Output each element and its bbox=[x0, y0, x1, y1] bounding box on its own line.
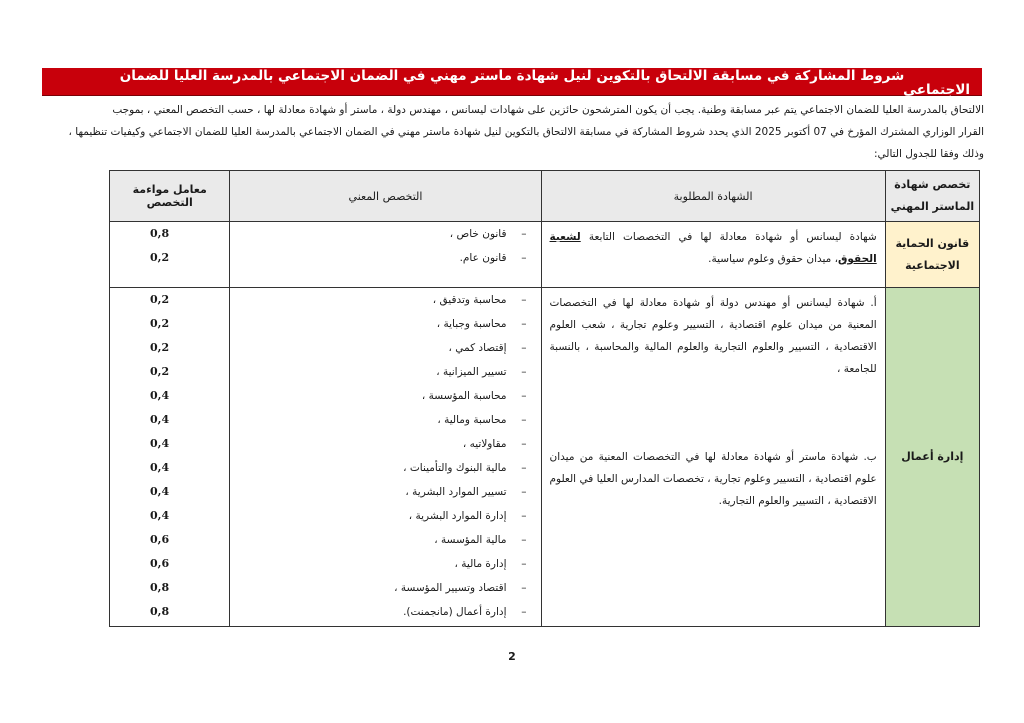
header-field: التخصص المعني bbox=[230, 171, 541, 222]
dash-bullet: – bbox=[521, 414, 527, 426]
certificate-underlined-text: لشعبة الحقوق bbox=[549, 231, 877, 265]
field-item bbox=[230, 224, 540, 248]
dash-bullet: – bbox=[521, 486, 527, 498]
document-title-line-2: الاجتماعي bbox=[903, 82, 970, 98]
intro-line: الالتحاق بالمدرسة العليا للضمان الاجتماعي يتم عبر مسابقة وطنية. يجب أن يكون المترشحون حائزين على شهادات ليسانس ، مهندس دولة ، ماستر أو شهادة معادلة لها ، حسب التخصص المعني ، بموجب bbox=[112, 104, 984, 116]
document-title-banner bbox=[42, 68, 982, 96]
field-name: إدارة أعمال (مانجمنت). bbox=[403, 606, 507, 618]
field-item bbox=[230, 248, 540, 272]
field-name: مالية البنوك والتأمينات ، bbox=[403, 462, 507, 474]
dash-bullet: – bbox=[521, 534, 527, 546]
table-header-row bbox=[110, 171, 980, 222]
certificate-option-b: ب. شهادة ماستر أو شهادة معادلة لها في التخصصات المعنية من ميدان علوم اقتصادية ، التسيير وعلوم تجارية ، تخصصات المدارس العليا في العلوم الاقتصادية ، التسيير والعلوم التجارية. bbox=[549, 451, 877, 507]
coefficient-value: 0,8 bbox=[150, 227, 170, 240]
field-name: إدارة الموارد البشرية ، bbox=[408, 510, 507, 522]
field-name: تسيير الميزانية ، bbox=[436, 366, 507, 378]
certificate-text: ، ميدان حقوق وعلوم سياسية. bbox=[708, 253, 839, 265]
coefficient-value: 0,2 bbox=[150, 365, 170, 378]
dash-bullet: – bbox=[521, 606, 527, 618]
table-row bbox=[110, 288, 980, 627]
field-name: محاسبة وتدقيق ، bbox=[432, 294, 507, 306]
coefficient-value: 0,2 bbox=[150, 341, 170, 354]
dash-bullet: – bbox=[521, 582, 527, 594]
coefficient-value: 0,4 bbox=[150, 485, 170, 498]
coefficient-value: 0,4 bbox=[150, 461, 170, 474]
field-item bbox=[230, 434, 540, 458]
field-item bbox=[230, 530, 540, 554]
field-item bbox=[230, 338, 540, 362]
coefficient-value: 0,4 bbox=[150, 509, 170, 522]
field-item bbox=[230, 506, 540, 530]
dash-bullet: – bbox=[521, 228, 527, 240]
field-item bbox=[230, 314, 540, 338]
header-certificate: الشهادة المطلوبة bbox=[541, 171, 885, 222]
field-name: تسيير الموارد البشرية ، bbox=[405, 486, 507, 498]
dash-bullet: – bbox=[521, 294, 527, 306]
certificate-cell bbox=[541, 222, 885, 288]
dash-bullet: – bbox=[521, 438, 527, 450]
dash-bullet: – bbox=[521, 366, 527, 378]
field-name: مالية المؤسسة ، bbox=[434, 534, 507, 546]
coefficient-value: 0,2 bbox=[150, 317, 170, 330]
field-name: قانون خاص ، bbox=[449, 228, 507, 240]
field-item bbox=[230, 482, 540, 506]
certificate-text: شهادة ليسانس أو شهادة معادلة لها في التخصصات التابعة bbox=[580, 231, 877, 243]
dash-bullet: – bbox=[521, 390, 527, 402]
coefficient-cell bbox=[110, 288, 230, 627]
page-number: 2 bbox=[508, 650, 516, 663]
dash-bullet: – bbox=[521, 510, 527, 522]
field-name: قانون عام. bbox=[459, 252, 507, 264]
coefficient-value: 0,4 bbox=[150, 413, 170, 426]
coefficient-value: 0,4 bbox=[150, 437, 170, 450]
field-name: محاسبة ومالية ، bbox=[437, 414, 507, 426]
header-coefficient: معامل مواءمة التخصص bbox=[110, 171, 230, 222]
table-row bbox=[110, 222, 980, 288]
field-cell bbox=[230, 288, 541, 627]
field-item bbox=[230, 554, 540, 578]
dash-bullet: – bbox=[521, 558, 527, 570]
field-cell bbox=[230, 222, 541, 288]
intro-line: وذلك وفقا للجدول التالي: bbox=[873, 148, 984, 160]
coefficient-value: 0,6 bbox=[150, 557, 170, 570]
coefficient-value: 0,8 bbox=[150, 581, 170, 594]
field-name: مقاولاتيه ، bbox=[462, 438, 507, 450]
conditions-table bbox=[109, 170, 980, 627]
coefficient-value: 0,6 bbox=[150, 533, 170, 546]
specialty-cell: إدارة أعمال bbox=[885, 288, 979, 627]
field-name: إقتصاد كمي ، bbox=[448, 342, 507, 354]
field-name: اقتصاد وتسيير المؤسسة ، bbox=[394, 582, 507, 594]
field-item bbox=[230, 362, 540, 386]
field-item bbox=[230, 458, 540, 482]
field-name: محاسبة وجباية ، bbox=[436, 318, 507, 330]
header-specialty: تخصص شهادة الماستر المهني bbox=[885, 171, 979, 222]
dash-bullet: – bbox=[521, 342, 527, 354]
field-name: إدارة مالية ، bbox=[454, 558, 507, 570]
coefficient-value: 0,2 bbox=[150, 251, 170, 264]
field-item bbox=[230, 290, 540, 314]
coefficient-cell bbox=[110, 222, 230, 288]
coefficient-value: 0,4 bbox=[150, 389, 170, 402]
document-title-line-1: شروط المشاركة في مسابقة الالتحاق بالتكوين لنيل شهادة ماستر مهني في الضمان الاجتماعي بالمدرسة العليا للضمان bbox=[119, 68, 905, 84]
certificate-cell bbox=[541, 288, 885, 627]
field-item bbox=[230, 602, 540, 626]
field-item bbox=[230, 386, 540, 410]
dash-bullet: – bbox=[521, 252, 527, 264]
intro-line: القرار الوزاري المشترك المؤرخ في 07 أكتوبر 2025 الذي يحدد شروط المشاركة في مسابقة الالتحاق بالتكوين لنيل شهادة ماستر مهني في الضمان الاجتماعي بالمدرسة العليا للضمان الاجتماعي وكيفيات تنظيمها ، bbox=[68, 126, 984, 138]
specialty-cell: قانون الحماية الاجتماعية bbox=[885, 222, 979, 288]
field-item bbox=[230, 578, 540, 602]
coefficient-value: 0,2 bbox=[150, 293, 170, 306]
intro-paragraph bbox=[34, 99, 984, 165]
field-name: محاسبة المؤسسة ، bbox=[421, 390, 507, 402]
coefficient-value: 0,8 bbox=[150, 605, 170, 618]
dash-bullet: – bbox=[521, 462, 527, 474]
field-item bbox=[230, 410, 540, 434]
dash-bullet: – bbox=[521, 318, 527, 330]
certificate-option-a: أ. شهادة ليسانس أو مهندس دولة أو شهادة معادلة لها في التخصصات المعنية من ميدان علوم اقتصادية ، التسيير وعلوم تجارية ، شعب العلوم الاقتصادية ، التسيير والعلوم التجارية والعلوم المالية والمحاسبة ، بالنسبة للجامعة ، bbox=[549, 297, 877, 375]
